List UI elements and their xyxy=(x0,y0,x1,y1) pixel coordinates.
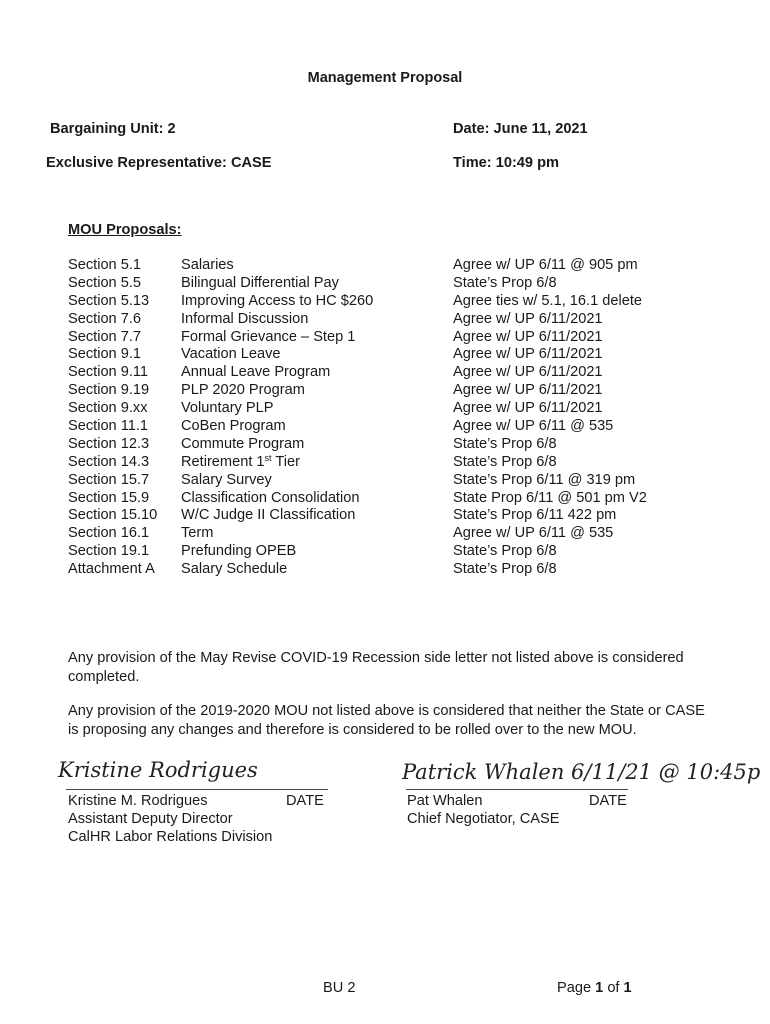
mou-row xyxy=(68,454,708,472)
mou-row xyxy=(68,436,708,454)
mou-section-number: Section 15.9 xyxy=(68,489,150,506)
mou-section-status: State’s Prop 6/11 @ 319 pm xyxy=(453,471,636,488)
mou-section-status: State’s Prop 6/8 xyxy=(453,453,557,470)
mou-section-title: Bilingual Differential Pay xyxy=(181,274,339,291)
mou-section-number: Section 12.3 xyxy=(68,435,150,452)
mou-section-number: Attachment A xyxy=(68,561,155,578)
paragraph-rollover: Any provision of the 2019-2020 MOU not listed above is considered that neither the State or CASE is proposing any changes and therefore is considered to be rolled over to the new MOU. xyxy=(68,703,705,738)
signatory-right xyxy=(407,792,560,828)
mou-section-status: Agree w/ UP 6/11/2021 xyxy=(453,364,603,381)
mou-section-title: Retirement 1st Tier xyxy=(181,452,300,470)
proposal-time: Time: 10:49 pm xyxy=(453,155,559,171)
mou-section-status: Agree w/ UP 6/11/2021 xyxy=(453,310,603,327)
mou-section-status: State’s Prop 6/8 xyxy=(453,274,557,291)
signatory-left-date-label: DATE xyxy=(286,793,324,809)
mou-row xyxy=(68,329,708,347)
signatory-left-title: Assistant Deputy Director xyxy=(68,811,233,827)
mou-section-number: Section 7.7 xyxy=(68,328,142,345)
mou-section-status: Agree w/ UP 6/11/2021 xyxy=(453,382,603,399)
mou-row xyxy=(68,311,708,329)
mou-section-status: State’s Prop 6/8 xyxy=(453,543,557,560)
mou-section-status: Agree w/ UP 6/11/2021 xyxy=(453,328,603,345)
mou-section-status: State’s Prop 6/11 422 pm xyxy=(453,507,617,524)
mou-row xyxy=(68,364,708,382)
proposal-date: Date: June 11, 2021 xyxy=(453,121,588,137)
mou-row xyxy=(68,507,708,525)
mou-row xyxy=(68,293,708,311)
document-title: Management Proposal xyxy=(307,70,463,86)
mou-section-number: Section 15.10 xyxy=(68,507,158,524)
mou-section-status: Agree ties w/ 5.1, 16.1 delete xyxy=(453,292,643,309)
mou-row xyxy=(68,472,708,490)
mou-section-title: PLP 2020 Program xyxy=(181,382,305,399)
page-prefix: Page xyxy=(557,980,596,996)
mou-proposals-list xyxy=(68,257,708,579)
mou-section-number: Section 5.1 xyxy=(68,257,142,273)
mou-section-number: Section 15.7 xyxy=(68,471,150,488)
signature-handwritten-left: Kristine Rodrigues xyxy=(58,758,258,782)
mou-row xyxy=(68,400,708,418)
signature-line-right xyxy=(406,789,628,790)
mou-section-status: Agree w/ UP 6/11 @ 905 pm xyxy=(453,257,638,273)
current-page: 1 xyxy=(595,980,604,996)
mou-section-title: Commute Program xyxy=(181,435,305,452)
signatory-right-title: Chief Negotiator, CASE xyxy=(407,811,560,827)
mou-section-number: Section 14.3 xyxy=(68,453,150,470)
mou-section-title: Vacation Leave xyxy=(181,346,281,363)
mou-row xyxy=(68,543,708,561)
mou-row xyxy=(68,525,708,543)
mou-section-status: Agree w/ UP 6/11/2021 xyxy=(453,346,603,363)
mou-section-title: Annual Leave Program xyxy=(181,364,331,381)
mou-section-status: State’s Prop 6/8 xyxy=(453,435,557,452)
mou-section-title: Improving Access to HC $260 xyxy=(181,292,374,309)
mou-section-title: Salaries xyxy=(181,257,234,273)
mou-section-number: Section 9.19 xyxy=(68,382,150,399)
mou-row xyxy=(68,257,708,275)
mou-row xyxy=(68,382,708,400)
mou-section-number: Section 5.13 xyxy=(68,292,150,309)
mou-section-number: Section 5.5 xyxy=(68,274,142,291)
mou-section-number: Section 19.1 xyxy=(68,543,150,560)
mou-section-title: Formal Grievance – Step 1 xyxy=(181,328,356,345)
mou-section-status: Agree w/ UP 6/11 @ 535 xyxy=(453,418,614,435)
mou-section-status: Agree w/ UP 6/11 @ 535 xyxy=(453,525,614,542)
mou-section-status: State’s Prop 6/8 xyxy=(453,561,557,578)
mou-section-number: Section 16.1 xyxy=(68,525,150,542)
mou-section-title: Voluntary PLP xyxy=(181,400,274,417)
signatory-right-date-label: DATE xyxy=(589,793,627,809)
mou-proposals-heading: MOU Proposals: xyxy=(68,222,182,238)
mou-section-title: Prefunding OPEB xyxy=(181,543,297,560)
mou-section-number: Section 11.1 xyxy=(68,418,149,435)
exclusive-representative: Exclusive Representative: CASE xyxy=(46,155,272,171)
mou-section-title: CoBen Program xyxy=(181,418,286,435)
signature-line-left xyxy=(66,789,328,790)
signature-handwritten-right: Patrick Whalen 6/11/21 @ 10:45p xyxy=(402,760,761,784)
mou-section-title: Classification Consolidation xyxy=(181,489,360,506)
footer-bargaining-unit: BU 2 xyxy=(323,980,356,996)
signatory-left-name: Kristine M. Rodrigues xyxy=(68,793,208,809)
mou-section-number: Section 9.xx xyxy=(68,400,148,417)
mou-section-number: Section 9.1 xyxy=(68,346,142,363)
paragraph-covid-side-letter: Any provision of the May Revise COVID-19 Recession side letter not listed above is considered completed. xyxy=(68,650,684,685)
bargaining-unit: Bargaining Unit: 2 xyxy=(50,121,176,137)
page-mid: of xyxy=(603,980,624,996)
mou-row xyxy=(68,275,708,293)
signatory-left-org: CalHR Labor Relations Division xyxy=(68,829,273,845)
signatory-right-name: Pat Whalen xyxy=(407,793,483,809)
total-pages: 1 xyxy=(623,980,632,996)
mou-row xyxy=(68,418,708,436)
mou-row xyxy=(68,346,708,364)
mou-section-number: Section 7.6 xyxy=(68,310,142,327)
mou-section-status: State Prop 6/11 @ 501 pm V2 xyxy=(453,489,647,506)
mou-section-title: Salary Schedule xyxy=(181,561,288,578)
mou-section-title: Informal Discussion xyxy=(181,310,309,327)
mou-section-number: Section 9.11 xyxy=(68,364,149,381)
footer-page-number xyxy=(557,980,632,996)
signatory-left xyxy=(68,792,272,846)
mou-row xyxy=(68,561,708,579)
mou-section-status: Agree w/ UP 6/11/2021 xyxy=(453,400,603,417)
mou-section-title: Salary Survey xyxy=(181,471,272,488)
mou-row xyxy=(68,490,708,508)
mou-section-title: Term xyxy=(181,525,214,542)
mou-section-title: W/C Judge II Classification xyxy=(181,507,356,524)
